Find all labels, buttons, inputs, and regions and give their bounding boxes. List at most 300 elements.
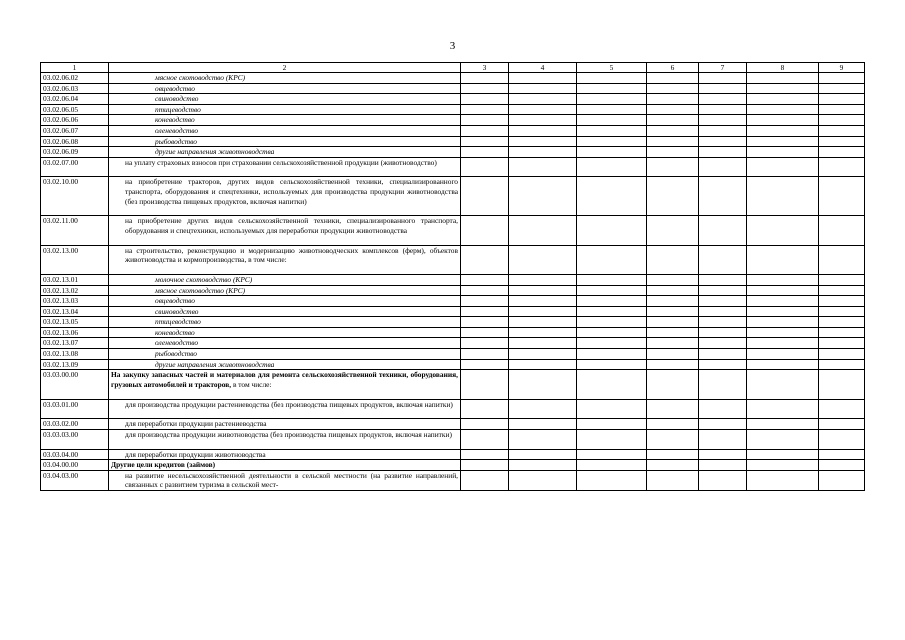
empty-cell-col-6 — [647, 147, 699, 158]
empty-cell-col-3 — [461, 327, 509, 338]
row-description-text — [111, 286, 458, 296]
empty-cell-col-6 — [647, 157, 699, 177]
row-description-main: оленеводство — [155, 338, 199, 348]
empty-cell-col-6 — [647, 338, 699, 349]
row-code: 03.02.13.03 — [41, 296, 109, 307]
table-row — [41, 449, 865, 460]
empty-cell-col-8 — [747, 419, 819, 430]
table-row — [41, 83, 865, 94]
empty-cell-col-9 — [819, 94, 865, 105]
row-description — [109, 470, 461, 490]
empty-cell-col-4 — [509, 285, 577, 296]
empty-cell-col-9 — [819, 285, 865, 296]
row-description — [109, 245, 461, 274]
empty-cell-col-6 — [647, 370, 699, 399]
empty-cell-col-3 — [461, 94, 509, 105]
empty-cell-col-8 — [747, 216, 819, 245]
empty-cell-col-5 — [577, 177, 647, 216]
row-description — [109, 370, 461, 399]
empty-cell-col-8 — [747, 429, 819, 449]
empty-cell-col-9 — [819, 115, 865, 126]
empty-cell-col-5 — [577, 115, 647, 126]
row-description-text — [111, 126, 458, 136]
empty-cell-col-7 — [699, 115, 747, 126]
row-description-main: свиноводство — [155, 94, 199, 104]
empty-cell-col-8 — [747, 306, 819, 317]
empty-cell-col-9 — [819, 359, 865, 370]
column-header-3: 3 — [461, 63, 509, 73]
table-row — [41, 147, 865, 158]
empty-cell-col-5 — [577, 285, 647, 296]
empty-cell-col-7 — [699, 306, 747, 317]
row-code: 03.04.03.00 — [41, 470, 109, 490]
row-description-text — [111, 430, 458, 440]
empty-cell-col-8 — [747, 274, 819, 285]
row-description-main: коневодство — [155, 115, 195, 125]
empty-cell-col-6 — [647, 125, 699, 136]
empty-cell-col-5 — [577, 94, 647, 105]
row-description — [109, 349, 461, 360]
column-header-1: 1 — [41, 63, 109, 73]
table-row — [41, 460, 865, 471]
row-description-main: птицеводство — [155, 104, 201, 114]
empty-cell-col-9 — [819, 449, 865, 460]
empty-cell-col-8 — [747, 349, 819, 360]
empty-cell-col-4 — [509, 460, 577, 471]
row-description — [109, 429, 461, 449]
row-description — [109, 399, 461, 419]
row-description-text — [111, 216, 458, 235]
empty-cell-col-7 — [699, 349, 747, 360]
row-description-text — [111, 246, 458, 265]
empty-cell-col-3 — [461, 317, 509, 328]
empty-cell-col-3 — [461, 429, 509, 449]
page-number: 3 — [449, 40, 456, 52]
table-row — [41, 419, 865, 430]
empty-cell-col-7 — [699, 177, 747, 216]
empty-cell-col-8 — [747, 177, 819, 216]
empty-cell-col-3 — [461, 449, 509, 460]
empty-cell-col-4 — [509, 147, 577, 158]
empty-cell-col-3 — [461, 136, 509, 147]
row-code: 03.02.07.00 — [41, 157, 109, 177]
row-description-text — [111, 370, 458, 389]
empty-cell-col-8 — [747, 296, 819, 307]
column-header-6: 6 — [647, 63, 699, 73]
row-description-text — [111, 296, 458, 306]
empty-cell-col-9 — [819, 104, 865, 115]
row-code: 03.02.06.06 — [41, 115, 109, 126]
empty-cell-col-8 — [747, 317, 819, 328]
table-row — [41, 317, 865, 328]
data-table — [40, 62, 865, 491]
table-row — [41, 136, 865, 147]
table-row — [41, 274, 865, 285]
empty-cell-col-6 — [647, 419, 699, 430]
row-description-main: для производства продукции растениеводства (без производства пищевых продуктов, включая напитки) — [125, 399, 453, 409]
empty-cell-col-8 — [747, 157, 819, 177]
empty-cell-col-4 — [509, 317, 577, 328]
empty-cell-col-9 — [819, 296, 865, 307]
row-description-text — [111, 460, 458, 470]
row-description-main: на строительство, реконструкцию и модернизацию животноводческих комплексов (ферм), объектов животноводства и кормопроизводства, в том числе: — [125, 245, 458, 265]
row-code: 03.02.06.09 — [41, 147, 109, 158]
empty-cell-col-9 — [819, 177, 865, 216]
column-header-5: 5 — [577, 63, 647, 73]
empty-cell-col-5 — [577, 349, 647, 360]
row-description — [109, 285, 461, 296]
table-row — [41, 370, 865, 399]
empty-cell-col-3 — [461, 399, 509, 419]
row-description-text — [111, 84, 458, 94]
empty-cell-col-4 — [509, 399, 577, 419]
empty-cell-col-4 — [509, 83, 577, 94]
empty-cell-col-5 — [577, 338, 647, 349]
empty-cell-col-6 — [647, 349, 699, 360]
empty-cell-col-4 — [509, 470, 577, 490]
empty-cell-col-3 — [461, 83, 509, 94]
row-code: 03.02.06.02 — [41, 73, 109, 84]
row-description — [109, 177, 461, 216]
row-description-text — [111, 105, 458, 115]
row-description — [109, 306, 461, 317]
table-row — [41, 327, 865, 338]
row-description — [109, 94, 461, 105]
empty-cell-col-6 — [647, 285, 699, 296]
row-description-text — [111, 400, 458, 410]
empty-cell-col-6 — [647, 399, 699, 419]
empty-cell-col-7 — [699, 449, 747, 460]
empty-cell-col-6 — [647, 274, 699, 285]
row-code: 03.04.00.00 — [41, 460, 109, 471]
empty-cell-col-9 — [819, 274, 865, 285]
empty-cell-col-5 — [577, 429, 647, 449]
row-description-text — [111, 94, 458, 104]
empty-cell-col-4 — [509, 327, 577, 338]
empty-cell-col-7 — [699, 317, 747, 328]
empty-cell-col-3 — [461, 296, 509, 307]
empty-cell-col-7 — [699, 470, 747, 490]
row-description-text — [111, 328, 458, 338]
empty-cell-col-7 — [699, 370, 747, 399]
table-row — [41, 429, 865, 449]
empty-cell-col-8 — [747, 83, 819, 94]
empty-cell-col-3 — [461, 177, 509, 216]
row-description-text — [111, 450, 458, 460]
empty-cell-col-3 — [461, 147, 509, 158]
empty-cell-col-4 — [509, 274, 577, 285]
empty-cell-col-7 — [699, 157, 747, 177]
empty-cell-col-8 — [747, 359, 819, 370]
empty-cell-col-7 — [699, 359, 747, 370]
empty-cell-col-8 — [747, 94, 819, 105]
empty-cell-col-5 — [577, 104, 647, 115]
empty-cell-col-9 — [819, 399, 865, 419]
table-row — [41, 399, 865, 419]
row-description — [109, 104, 461, 115]
row-code: 03.03.01.00 — [41, 399, 109, 419]
empty-cell-col-6 — [647, 327, 699, 338]
empty-cell-col-9 — [819, 73, 865, 84]
table-row — [41, 349, 865, 360]
empty-cell-col-7 — [699, 73, 747, 84]
empty-cell-col-8 — [747, 285, 819, 296]
empty-cell-col-3 — [461, 460, 509, 471]
row-code: 03.02.13.01 — [41, 274, 109, 285]
row-description — [109, 327, 461, 338]
row-description-text — [111, 115, 458, 125]
empty-cell-col-5 — [577, 317, 647, 328]
empty-cell-col-8 — [747, 449, 819, 460]
empty-cell-col-9 — [819, 245, 865, 274]
empty-cell-col-9 — [819, 327, 865, 338]
row-code: 03.02.13.02 — [41, 285, 109, 296]
empty-cell-col-5 — [577, 327, 647, 338]
empty-cell-col-5 — [577, 460, 647, 471]
row-description-text — [111, 158, 458, 168]
row-description-text — [111, 419, 458, 429]
empty-cell-col-5 — [577, 245, 647, 274]
empty-cell-col-4 — [509, 136, 577, 147]
row-description — [109, 125, 461, 136]
empty-cell-col-6 — [647, 177, 699, 216]
empty-cell-col-8 — [747, 245, 819, 274]
empty-cell-col-8 — [747, 327, 819, 338]
empty-cell-col-6 — [647, 73, 699, 84]
table-row — [41, 157, 865, 177]
row-code: 03.02.13.09 — [41, 359, 109, 370]
table-row — [41, 285, 865, 296]
empty-cell-col-9 — [819, 136, 865, 147]
empty-cell-col-5 — [577, 359, 647, 370]
empty-cell-col-8 — [747, 460, 819, 471]
empty-cell-col-8 — [747, 104, 819, 115]
table-row — [41, 115, 865, 126]
empty-cell-col-4 — [509, 157, 577, 177]
table-row — [41, 216, 865, 245]
row-description-text — [111, 177, 458, 206]
row-code: 03.03.03.00 — [41, 429, 109, 449]
empty-cell-col-7 — [699, 429, 747, 449]
row-description-main: Другие цели кредитов (займов) — [111, 460, 216, 470]
row-description-main: оленеводство — [155, 125, 199, 135]
empty-cell-col-4 — [509, 125, 577, 136]
empty-cell-col-3 — [461, 349, 509, 360]
empty-cell-col-4 — [509, 419, 577, 430]
empty-cell-col-8 — [747, 370, 819, 399]
table-row — [41, 359, 865, 370]
row-description-main: мясное скотоводство (КРС) — [155, 73, 246, 82]
empty-cell-col-8 — [747, 73, 819, 84]
empty-cell-col-9 — [819, 470, 865, 490]
empty-cell-col-5 — [577, 470, 647, 490]
empty-cell-col-7 — [699, 83, 747, 94]
empty-cell-col-6 — [647, 216, 699, 245]
row-description-main: другие направления животноводства — [155, 359, 275, 369]
header-row — [41, 63, 865, 73]
empty-cell-col-8 — [747, 399, 819, 419]
empty-cell-col-7 — [699, 399, 747, 419]
empty-cell-col-3 — [461, 125, 509, 136]
empty-cell-col-3 — [461, 338, 509, 349]
row-description — [109, 147, 461, 158]
row-description-text — [111, 360, 458, 370]
table-row — [41, 306, 865, 317]
row-description-text — [111, 471, 458, 490]
table-row — [41, 296, 865, 307]
row-description-main: на уплату страховых взносов при страховании сельскохозяйственной продукции (животноводство) — [125, 157, 437, 167]
row-description-main: овцеводство — [155, 296, 195, 306]
row-description-main: овцеводство — [155, 83, 195, 93]
row-description-main: рыбоводство — [155, 349, 197, 359]
empty-cell-col-9 — [819, 216, 865, 245]
table-body — [41, 73, 865, 491]
row-code: 03.02.13.00 — [41, 245, 109, 274]
row-description-text — [111, 73, 458, 83]
empty-cell-col-7 — [699, 419, 747, 430]
table-row — [41, 125, 865, 136]
empty-cell-col-6 — [647, 470, 699, 490]
empty-cell-col-3 — [461, 73, 509, 84]
row-code: 03.02.06.03 — [41, 83, 109, 94]
empty-cell-col-3 — [461, 104, 509, 115]
row-description-text — [111, 338, 458, 348]
empty-cell-col-6 — [647, 429, 699, 449]
table-row — [41, 245, 865, 274]
row-code: 03.02.13.06 — [41, 327, 109, 338]
row-description-text — [111, 317, 458, 327]
empty-cell-col-8 — [747, 147, 819, 158]
empty-cell-col-5 — [577, 296, 647, 307]
empty-cell-col-9 — [819, 306, 865, 317]
row-code: 03.03.00.00 — [41, 370, 109, 399]
empty-cell-col-9 — [819, 370, 865, 399]
empty-cell-col-6 — [647, 449, 699, 460]
row-code: 03.03.04.00 — [41, 449, 109, 460]
empty-cell-col-7 — [699, 245, 747, 274]
empty-cell-col-3 — [461, 470, 509, 490]
empty-cell-col-7 — [699, 136, 747, 147]
row-description-main: другие направления животноводства — [155, 147, 275, 157]
row-description — [109, 115, 461, 126]
empty-cell-col-4 — [509, 338, 577, 349]
empty-cell-col-6 — [647, 460, 699, 471]
empty-cell-col-4 — [509, 216, 577, 245]
empty-cell-col-4 — [509, 73, 577, 84]
empty-cell-col-3 — [461, 157, 509, 177]
empty-cell-col-6 — [647, 136, 699, 147]
row-description-text — [111, 307, 458, 317]
empty-cell-col-4 — [509, 296, 577, 307]
row-description-text — [111, 275, 458, 285]
empty-cell-col-5 — [577, 125, 647, 136]
row-description — [109, 83, 461, 94]
row-code: 03.02.13.08 — [41, 349, 109, 360]
table-row — [41, 338, 865, 349]
empty-cell-col-6 — [647, 306, 699, 317]
row-description — [109, 359, 461, 370]
empty-cell-col-5 — [577, 306, 647, 317]
empty-cell-col-5 — [577, 83, 647, 94]
empty-cell-col-9 — [819, 338, 865, 349]
empty-cell-col-7 — [699, 296, 747, 307]
empty-cell-col-4 — [509, 429, 577, 449]
empty-cell-col-7 — [699, 274, 747, 285]
column-header-4: 4 — [509, 63, 577, 73]
row-description-main: для переработки продукции животноводства — [125, 449, 266, 459]
empty-cell-col-7 — [699, 338, 747, 349]
empty-cell-col-6 — [647, 296, 699, 307]
empty-cell-col-4 — [509, 94, 577, 105]
row-description-main: для производства продукции животноводства (без производства пищевых продуктов, включая напитки) — [125, 429, 452, 439]
empty-cell-col-7 — [699, 285, 747, 296]
column-header-2: 2 — [109, 63, 461, 73]
column-header-9: 9 — [819, 63, 865, 73]
empty-cell-col-7 — [699, 327, 747, 338]
row-code: 03.03.02.00 — [41, 419, 109, 430]
empty-cell-col-6 — [647, 104, 699, 115]
empty-cell-col-6 — [647, 83, 699, 94]
table-row — [41, 94, 865, 105]
table-row — [41, 73, 865, 84]
table-row — [41, 177, 865, 216]
empty-cell-col-7 — [699, 216, 747, 245]
row-description-main: коневодство — [155, 327, 195, 337]
empty-cell-col-3 — [461, 245, 509, 274]
row-code: 03.02.06.05 — [41, 104, 109, 115]
row-description-main: мясное скотоводство (КРС) — [155, 285, 246, 295]
column-header-8: 8 — [747, 63, 819, 73]
row-code: 03.02.10.00 — [41, 177, 109, 216]
empty-cell-col-4 — [509, 245, 577, 274]
empty-cell-col-9 — [819, 349, 865, 360]
empty-cell-col-4 — [509, 306, 577, 317]
row-description-main: птицеводство — [155, 317, 201, 327]
row-description-main: на развитие несельскохозяйственной деятельности в сельской местности (на развитие направлений, связанных с развитием туризма в сельской мест- — [125, 470, 458, 490]
row-description — [109, 460, 461, 471]
empty-cell-col-5 — [577, 449, 647, 460]
row-code: 03.02.13.05 — [41, 317, 109, 328]
empty-cell-col-7 — [699, 94, 747, 105]
empty-cell-col-5 — [577, 73, 647, 84]
row-code: 03.02.13.07 — [41, 338, 109, 349]
empty-cell-col-8 — [747, 470, 819, 490]
row-code: 03.02.06.07 — [41, 125, 109, 136]
table-row — [41, 470, 865, 490]
row-description — [109, 419, 461, 430]
empty-cell-col-5 — [577, 274, 647, 285]
empty-cell-col-6 — [647, 94, 699, 105]
empty-cell-col-7 — [699, 147, 747, 158]
row-description — [109, 73, 461, 84]
row-description-main: рыбоводство — [155, 136, 197, 146]
empty-cell-col-8 — [747, 136, 819, 147]
empty-cell-col-7 — [699, 125, 747, 136]
row-description — [109, 157, 461, 177]
empty-cell-col-7 — [699, 104, 747, 115]
row-description-tail: в том числе: — [231, 379, 272, 389]
empty-cell-col-3 — [461, 370, 509, 399]
empty-cell-col-9 — [819, 460, 865, 471]
empty-cell-col-6 — [647, 317, 699, 328]
row-description — [109, 449, 461, 460]
empty-cell-col-6 — [647, 359, 699, 370]
empty-cell-col-5 — [577, 147, 647, 158]
row-code: 03.02.06.08 — [41, 136, 109, 147]
empty-cell-col-3 — [461, 285, 509, 296]
empty-cell-col-5 — [577, 370, 647, 399]
row-description — [109, 136, 461, 147]
